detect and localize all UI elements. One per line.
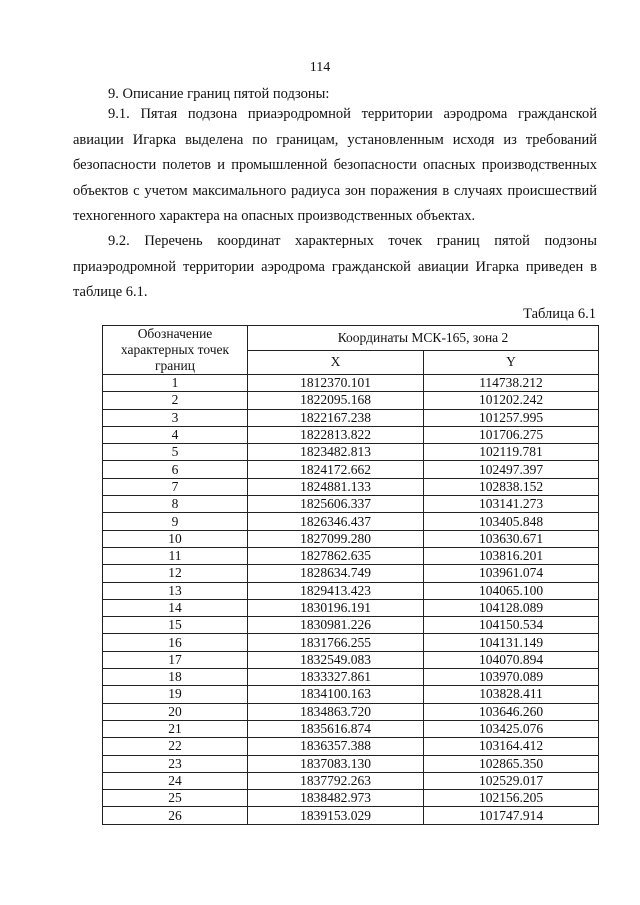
point-number-cell: 12 [103,565,248,582]
x-coordinate-cell: 1835616.874 [248,720,424,737]
table-row [103,565,599,582]
x-coordinate-cell: 1822167.238 [248,409,424,426]
point-number-cell: 15 [103,617,248,634]
y-coordinate-cell: 103970.089 [424,669,599,686]
y-coordinate-cell: 102529.017 [424,772,599,789]
table-row [103,478,599,495]
x-coordinate-cell: 1837792.263 [248,772,424,789]
y-coordinate-cell: 102865.350 [424,755,599,772]
x-coordinate-cell: 1822095.168 [248,392,424,409]
point-number-cell: 25 [103,790,248,807]
x-coordinate-cell: 1830981.226 [248,617,424,634]
y-coordinate-cell: 103630.671 [424,530,599,547]
x-coordinate-cell: 1833327.861 [248,669,424,686]
point-number-cell: 22 [103,738,248,755]
point-number-cell: 10 [103,530,248,547]
y-coordinate-cell: 103961.074 [424,565,599,582]
y-coordinate-cell: 102119.781 [424,444,599,461]
table-row [103,651,599,668]
table-row [103,738,599,755]
x-coordinate-cell: 1834100.163 [248,686,424,703]
table-row [103,720,599,737]
x-coordinate-cell: 1830196.191 [248,599,424,616]
section-heading: 9. Описание границ пятой подзоны: [108,86,330,102]
table-row [103,634,599,651]
table-row [103,392,599,409]
y-coordinate-cell: 104150.534 [424,617,599,634]
y-coordinate-cell: 104131.149 [424,634,599,651]
y-coordinate-cell: 101706.275 [424,426,599,443]
y-coordinate-cell: 101747.914 [424,807,599,824]
table-row [103,686,599,703]
y-coordinate-cell: 102156.205 [424,790,599,807]
point-number-cell: 3 [103,409,248,426]
table-row [103,669,599,686]
table-row [103,409,599,426]
x-coordinate-cell: 1825606.337 [248,496,424,513]
x-coordinate-cell: 1827862.635 [248,547,424,564]
y-coordinate-cell: 103646.260 [424,703,599,720]
x-header: X [248,350,424,375]
point-number-cell: 20 [103,703,248,720]
paragraph-9-1: 9.1. Пятая подзона приаэродромной территории аэродрома гражданской авиации Игарка выделена по границам, установленным исходя из требований безопасности полетов и промышленной безопасности опасных производственных объектов с учетом максимального радиуса зон поражения в случаях происшествий техногенного характера на опасных производственных объектах. [73,106,597,224]
table-row [103,496,599,513]
y-coordinate-cell: 103828.411 [424,686,599,703]
x-coordinate-cell: 1828634.749 [248,565,424,582]
point-number-cell: 18 [103,669,248,686]
table-caption: Таблица 6.1 [523,306,596,322]
y-coordinate-cell: 101257.995 [424,409,599,426]
x-coordinate-cell: 1824881.133 [248,478,424,495]
table-row [103,599,599,616]
x-coordinate-cell: 1839153.029 [248,807,424,824]
point-number-cell: 8 [103,496,248,513]
y-header: Y [424,350,599,375]
point-number-cell: 4 [103,426,248,443]
coordinates-table [102,325,599,825]
y-coordinate-cell: 104065.100 [424,582,599,599]
y-coordinate-cell: 102838.152 [424,478,599,495]
table-row [103,375,599,392]
table-row [103,513,599,530]
point-number-cell: 9 [103,513,248,530]
point-number-cell: 6 [103,461,248,478]
y-coordinate-cell: 104070.894 [424,651,599,668]
x-coordinate-cell: 1838482.973 [248,790,424,807]
x-coordinate-cell: 1831766.255 [248,634,424,651]
x-coordinate-cell: 1834863.720 [248,703,424,720]
y-coordinate-cell: 103141.273 [424,496,599,513]
point-number-cell: 13 [103,582,248,599]
coordinates-header: Координаты МСК-165, зона 2 [248,326,599,351]
point-number-cell: 17 [103,651,248,668]
point-number-cell: 7 [103,478,248,495]
point-number-cell: 24 [103,772,248,789]
point-number-cell: 16 [103,634,248,651]
point-number-cell: 14 [103,599,248,616]
table-row [103,790,599,807]
point-number-cell: 11 [103,547,248,564]
point-number-cell: 2 [103,392,248,409]
y-coordinate-cell: 103405.848 [424,513,599,530]
point-number-cell: 23 [103,755,248,772]
table-row [103,426,599,443]
y-coordinate-cell: 103816.201 [424,547,599,564]
y-coordinate-cell: 104128.089 [424,599,599,616]
paragraph-9-2: 9.2. Перечень координат характерных точек границ пятой подзоны приаэродромной территории аэродрома гражданской авиации Игарка приведен в таблице 6.1. [73,233,597,300]
x-coordinate-cell: 1824172.662 [248,461,424,478]
table-row [103,461,599,478]
table-body [103,375,599,825]
table-row [103,547,599,564]
table-row [103,703,599,720]
y-coordinate-cell: 103164.412 [424,738,599,755]
y-coordinate-cell: 102497.397 [424,461,599,478]
table-row [103,807,599,824]
table-row [103,617,599,634]
y-coordinate-cell: 103425.076 [424,720,599,737]
x-coordinate-cell: 1827099.280 [248,530,424,547]
point-number-cell: 19 [103,686,248,703]
table-row [103,755,599,772]
x-coordinate-cell: 1823482.813 [248,444,424,461]
x-coordinate-cell: 1829413.423 [248,582,424,599]
table-row [103,444,599,461]
table-row [103,530,599,547]
point-number-cell: 1 [103,375,248,392]
x-coordinate-cell: 1826346.437 [248,513,424,530]
x-coordinate-cell: 1812370.101 [248,375,424,392]
y-coordinate-cell: 101202.242 [424,392,599,409]
point-number-cell: 5 [103,444,248,461]
table-row [103,582,599,599]
table-row [103,772,599,789]
x-coordinate-cell: 1822813.822 [248,426,424,443]
page-number: 114 [309,60,331,75]
point-designation-header: Обозначение характерных точек границ [103,326,248,375]
point-number-cell: 21 [103,720,248,737]
x-coordinate-cell: 1836357.388 [248,738,424,755]
y-coordinate-cell: 114738.212 [424,375,599,392]
point-number-cell: 26 [103,807,248,824]
x-coordinate-cell: 1832549.083 [248,651,424,668]
x-coordinate-cell: 1837083.130 [248,755,424,772]
